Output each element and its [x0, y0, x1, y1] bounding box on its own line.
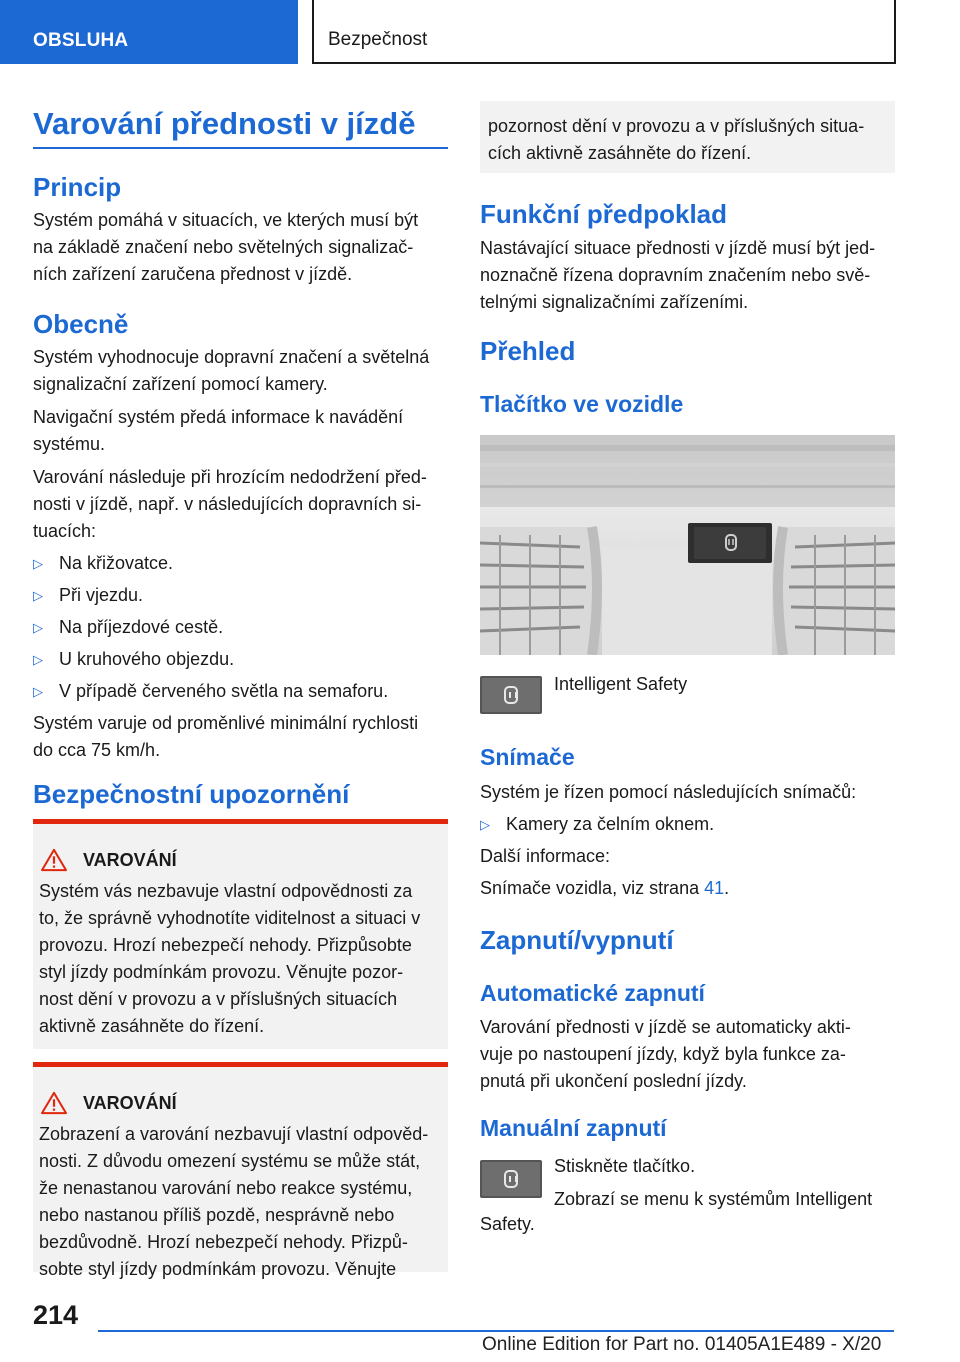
- list-item-text: Kamery za čelním oknem.: [506, 814, 715, 834]
- list-item-text: Na příjezdové cestě.: [59, 617, 224, 637]
- text-line: cích aktivně zasáhněte do řízení.: [488, 143, 752, 163]
- text-line: že nenastanou varování nebo reakce systému,: [39, 1178, 413, 1198]
- text-line: Nastávající situace přednosti v jízdě musí být jed‐: [480, 238, 876, 258]
- warning-triangle-icon: [39, 848, 69, 872]
- title-rule: [33, 147, 448, 149]
- heading-manual: Manuální zapnutí: [480, 1115, 667, 1141]
- text-line: styl jízdy podmínkám provozu. Věnujte pozor‐: [39, 962, 404, 982]
- text-line: provozu. Hrozí nebezpečí nehody. Přizpůsobte: [39, 935, 412, 955]
- text-line: sobte styl jízdy podmínkám provozu. Věnujte: [39, 1259, 397, 1279]
- text-line: tuacích:: [33, 521, 97, 541]
- predpoklad-text: [480, 235, 895, 316]
- text-line: systému.: [33, 434, 106, 454]
- text-line: Systém vyhodnocuje dopravní značení a světelná: [33, 347, 430, 367]
- text-line: pozornost dění v provozu a v příslušných situa‐: [488, 116, 865, 136]
- bullet-triangle-icon: ▷: [33, 620, 43, 635]
- text-line: to, že správně vyhodnotíte viditelnost a situaci v: [39, 908, 421, 928]
- list-item: [33, 614, 448, 641]
- page-number: 214: [33, 1300, 79, 1330]
- text-line: Systém pomáhá v situacích, ve kterých musí být: [33, 210, 419, 230]
- vehicle-button-photo: [480, 435, 895, 655]
- bullet-triangle-icon: ▷: [33, 556, 43, 571]
- heading-auto: Automatické zapnutí: [480, 980, 705, 1006]
- bullet-triangle-icon: ▷: [480, 817, 490, 832]
- car-sensor-icon: [504, 686, 518, 704]
- page-title: Varování přednosti v jízdě: [33, 106, 416, 141]
- footer-rule: [98, 1330, 894, 1332]
- warning-text: [39, 1121, 448, 1283]
- warning-title-text: VAROVÁNÍ: [83, 1092, 177, 1113]
- xref-end: .: [724, 878, 730, 898]
- text-line: bezdůvodně. Hrozí nebezpečí nehody. Přizpů‐: [39, 1232, 408, 1252]
- text-line: Varování následuje při hrozícím nedodržení před‐: [33, 467, 427, 487]
- text-line: ních zařízení zaručena přednost v jízdě.: [33, 264, 353, 284]
- intelligent-safety-button-icon: [480, 676, 542, 714]
- text-line: aktivně zasáhněte do řízení.: [39, 1016, 265, 1036]
- warning-box-2: [33, 1062, 448, 1279]
- dashboard-illustration: [480, 435, 895, 655]
- heading-safety: Bezpečnostní upozornění: [33, 779, 350, 809]
- obecne-text: [33, 344, 448, 764]
- text-line: Systém varuje od proměnlivé minimální rychlosti: [33, 713, 419, 733]
- snimace-text: [480, 779, 895, 902]
- warning-text: [39, 878, 448, 1040]
- bullet-triangle-icon: ▷: [33, 652, 43, 667]
- princip-text: [33, 207, 448, 288]
- list-item-text: V případě červeného světla na semaforu.: [59, 681, 389, 701]
- xref-text: Snímače vozidla, viz strana: [480, 878, 705, 898]
- heading-snimace: Snímače: [480, 744, 575, 770]
- text-line: nosti. Z důvodu omezení systému se může stát,: [39, 1151, 421, 1171]
- text-line: Systém vás nezbavuje vlastní odpovědnosti za: [39, 881, 413, 901]
- text-line: Navigační systém předá informace k navádění: [33, 407, 404, 427]
- warning-title-text: VAROVÁNÍ: [83, 849, 177, 870]
- list-item: [33, 646, 448, 673]
- page-link[interactable]: 41: [704, 878, 725, 898]
- text-line: nost dění v provozu a v příslušných situacích: [39, 989, 398, 1009]
- text-line: nebo nastanou příliš pozdě, nesprávně nebo: [39, 1205, 395, 1225]
- heading-princip: Princip: [33, 172, 122, 202]
- text-line: vuje po nastoupení jízdy, když byla funkce za‐: [480, 1044, 846, 1064]
- edition-text: Online Edition for Part no. 01405A1E489 - X/20: [482, 1334, 882, 1355]
- text-line: na základě značení nebo světelných signalizač‐: [33, 237, 414, 257]
- text-line: Systém je řízen pomocí následujících snímačů:: [480, 782, 857, 802]
- list-item: [33, 678, 448, 705]
- cross-reference: [480, 875, 895, 902]
- text-line: Varování přednosti v jízdě se automaticky akti‐: [480, 1017, 851, 1037]
- text-line: Zobrazení a varování nezbavují vlastní odpověd‐: [39, 1124, 429, 1144]
- heading-zapnuti: Zapnutí/vypnutí: [480, 925, 674, 955]
- text-line: signalizační zařízení pomocí kamery.: [33, 374, 328, 394]
- car-sensor-icon: [504, 1170, 518, 1188]
- text-line: do cca 75 km/h.: [33, 740, 161, 760]
- heading-obecne: Obecně: [33, 309, 129, 339]
- list-item: [33, 550, 448, 577]
- text-line: pnutá při ukončení poslední jízdy.: [480, 1071, 747, 1091]
- heading-predpoklad: Funkční předpoklad: [480, 199, 728, 229]
- list-item-text: U kruhového objezdu.: [59, 649, 235, 669]
- heading-tlacitko: Tlačítko ve vozidle: [480, 391, 684, 417]
- manual-step: Stiskněte tlačítko.: [554, 1156, 696, 1176]
- list-item-text: Na křižovatce.: [59, 553, 174, 573]
- bullet-triangle-icon: ▷: [33, 684, 43, 699]
- topic-tab: Bezpečnost: [312, 0, 896, 64]
- heading-prehled: Přehled: [480, 336, 576, 366]
- text-line: nosti v jízdě, např. v následujících dopravních si‐: [33, 494, 422, 514]
- text-line: noznačně řízena dopravním značením nebo svě‐: [480, 265, 871, 285]
- text-line: telnými signalizačními zařízeními.: [480, 292, 749, 312]
- warning-triangle-icon: [39, 1091, 69, 1115]
- warning-title: [39, 1091, 448, 1115]
- icon-label: Intelligent Safety: [554, 674, 688, 694]
- list-item-text: Při vjezdu.: [59, 585, 144, 605]
- manual-result-cont: Safety.: [480, 1214, 535, 1234]
- auto-text: [480, 1014, 895, 1095]
- warning-box-1: [33, 819, 448, 1049]
- section-tab: OBSLUHA: [0, 0, 298, 64]
- warning-box-continued: [480, 101, 895, 173]
- manual-result: Zobrazí se menu k systémům Intelligent: [554, 1189, 873, 1209]
- bullet-triangle-icon: ▷: [33, 588, 43, 603]
- page-header: [0, 0, 960, 66]
- list-item: [33, 582, 448, 609]
- intelligent-safety-button-icon: [480, 1160, 542, 1198]
- text-line: Další informace:: [480, 846, 611, 866]
- list-item: [480, 811, 895, 838]
- warning-title: [39, 848, 448, 872]
